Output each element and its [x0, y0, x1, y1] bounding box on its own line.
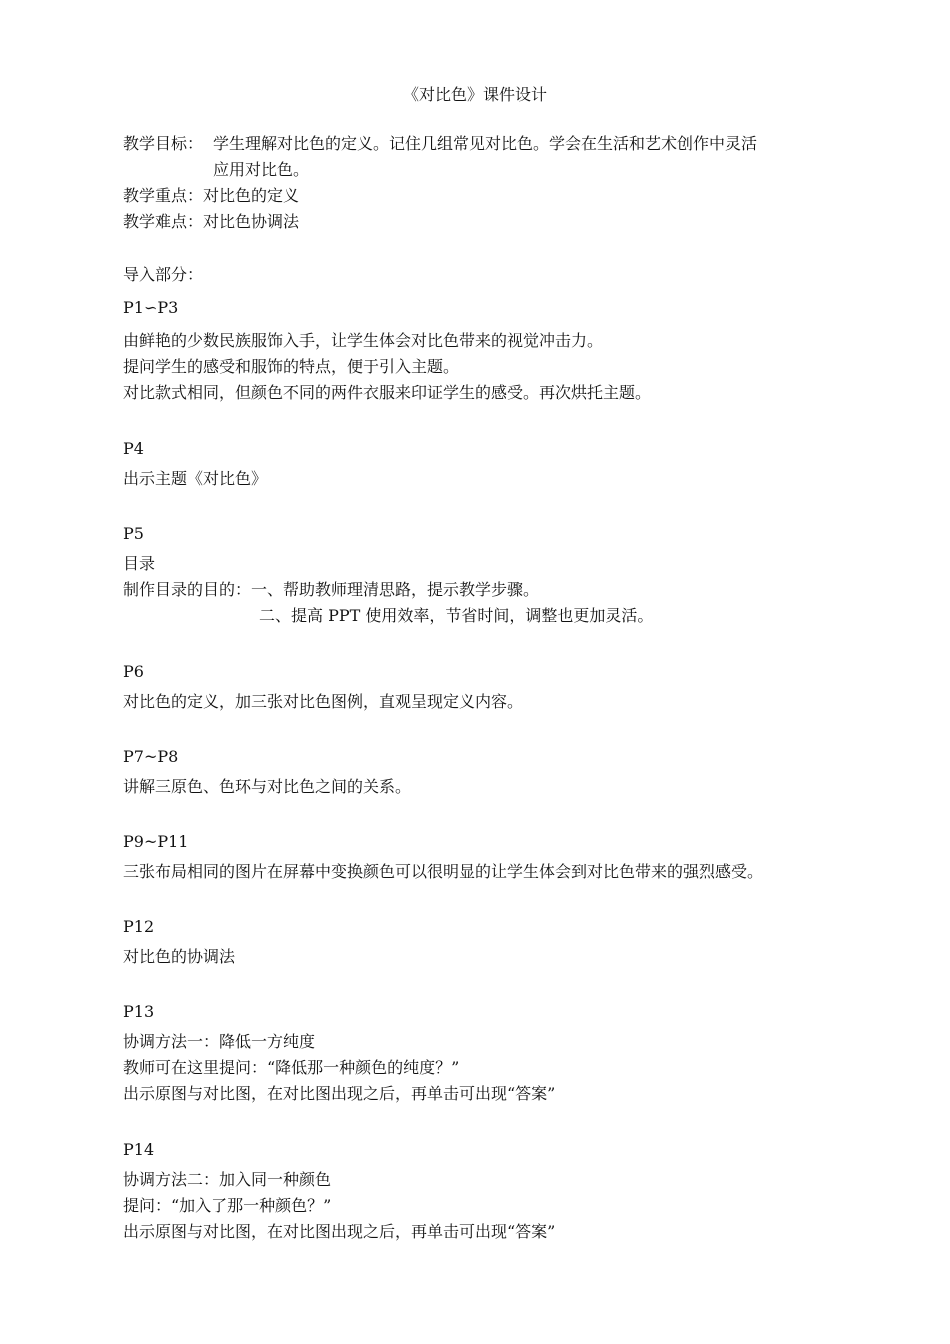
section-p6-body [123, 689, 863, 715]
section-p4 [123, 436, 863, 462]
body-line: 提问：“加入了那一种颜色？” [123, 1196, 332, 1215]
section-heading: P7~P8 [123, 747, 179, 766]
document-title: 《对比色》课件设计 [402, 85, 547, 104]
section-p5-body [123, 551, 863, 629]
body-line: 教师可在这里提问：“降低那一种颜色的纯度？” [123, 1058, 460, 1077]
section-p5 [123, 521, 863, 547]
section-p1-p3-body [123, 328, 863, 406]
section-heading: P13 [123, 1002, 155, 1021]
section-heading: P12 [123, 917, 155, 936]
section-heading: P4 [123, 439, 144, 458]
body-line: 出示原图与对比图，在对比图出现之后，再单击可出现“答案” [123, 1222, 556, 1241]
focus-line: 教学重点：对比色的定义 [123, 186, 300, 205]
body-line: 协调方法二：加入同一种颜色 [123, 1170, 332, 1189]
objectives-block [123, 131, 863, 235]
section-heading: P1∽P3 [123, 298, 179, 317]
intro-block [123, 262, 863, 288]
objective-line: 学生理解对比色的定义。记住几组常见对比色。学会在生活和艺术创作中灵活 [213, 134, 758, 153]
section-heading: P6 [123, 662, 144, 681]
body-line: 由鲜艳的少数民族服饰入手，让学生体会对比色带来的视觉冲击力。 [123, 331, 604, 350]
section-heading: P9~P11 [123, 832, 189, 851]
body-line: 制作目录的目的：一、帮助教师理清思路，提示教学步骤。 [123, 580, 540, 599]
section-p6 [123, 659, 863, 685]
section-p13 [123, 999, 863, 1025]
body-line: 讲解三原色、色环与对比色之间的关系。 [123, 777, 412, 796]
intro-label: 导入部分： [123, 265, 204, 284]
section-p14 [123, 1137, 863, 1163]
body-line: 协调方法一：降低一方纯度 [123, 1032, 316, 1051]
section-p13-body [123, 1029, 863, 1107]
section-p1-p3 [123, 295, 863, 321]
section-heading: P5 [123, 524, 144, 543]
section-p7-p8 [123, 744, 863, 770]
body-line: 提问学生的感受和服饰的特点，便于引入主题。 [123, 357, 460, 376]
body-line: 对比款式相同，但颜色不同的两件衣服来印证学生的感受。再次烘托主题。 [123, 383, 652, 402]
objective-row [123, 131, 863, 183]
section-p4-body [123, 466, 863, 492]
section-p7-p8-body [123, 774, 863, 800]
body-line: 出示原图与对比图，在对比图出现之后，再单击可出现“答案” [123, 1084, 556, 1103]
section-p9-p11 [123, 829, 863, 855]
objective-label: 教学目标： [123, 134, 204, 153]
section-p14-body [123, 1167, 863, 1245]
section-p9-p11-body [123, 859, 863, 885]
objective-text [213, 131, 863, 183]
section-heading: P14 [123, 1140, 155, 1159]
body-line-indented: 二、提高 PPT 使用效率，节省时间，调整也更加灵活。 [259, 606, 654, 625]
section-p12 [123, 914, 863, 940]
objective-line: 应用对比色。 [213, 160, 310, 179]
body-line: 出示主题《对比色》 [123, 469, 268, 488]
body-line: 三张布局相同的图片在屏幕中变换颜色可以很明显的让学生体会到对比色带来的强烈感受。 [123, 862, 764, 881]
difficulty-line: 教学难点：对比色协调法 [123, 212, 300, 231]
section-p12-body [123, 944, 863, 970]
body-line: 对比色的定义，加三张对比色图例，直观呈现定义内容。 [123, 692, 524, 711]
body-line: 目录 [123, 554, 156, 573]
body-line: 对比色的协调法 [123, 947, 236, 966]
